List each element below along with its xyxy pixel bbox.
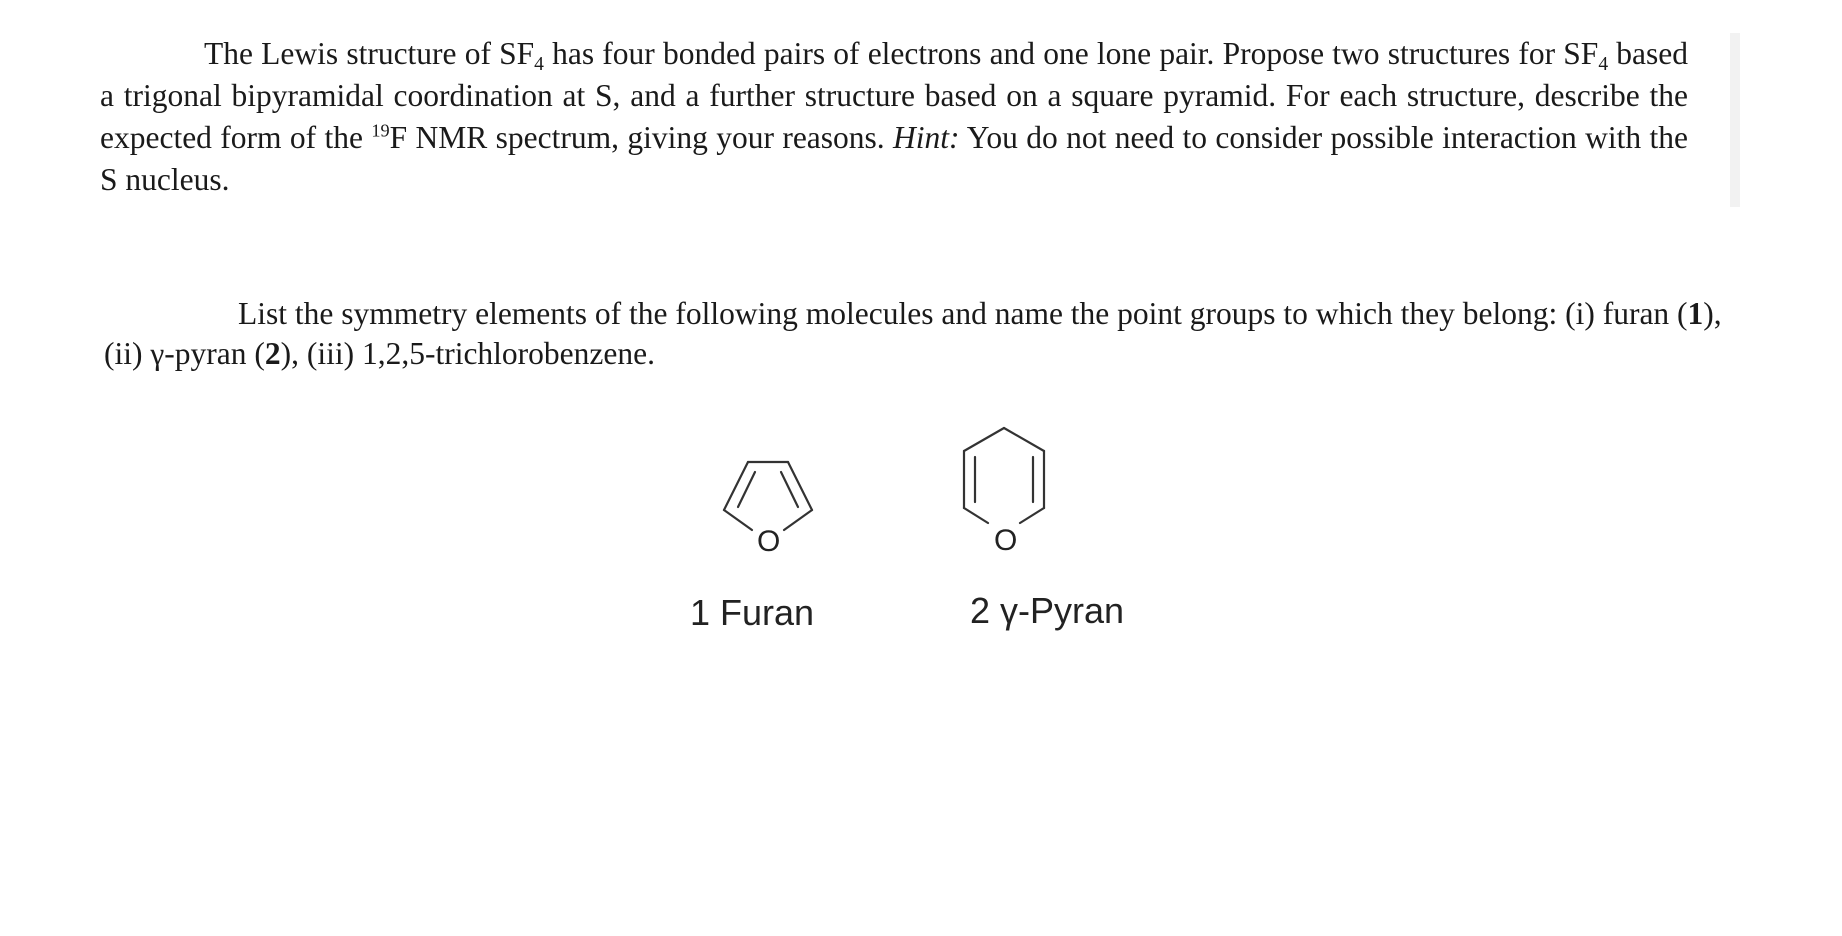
furan-structure — [724, 462, 812, 530]
pyran-caption: 2 γ-Pyran — [970, 590, 1125, 631]
scrollbar[interactable] — [1730, 33, 1740, 207]
pyran-structure — [964, 428, 1044, 523]
q1-superscript-19: 19 — [371, 120, 390, 141]
q2-compound-2: 2 — [264, 336, 281, 371]
q2-text-3: ), (iii) 1,2,5-trichlorobenzene. — [280, 336, 655, 371]
q1-text-4: F NMR spectrum, giving your reasons. — [389, 120, 894, 155]
q1-text-3: based a trigonal bipyramidal coordination at S, and a further structure based on a square pyramid. For each structure, describe the expected form of the — [100, 36, 1688, 155]
q2-text-2: ), (ii) γ-pyran ( — [104, 296, 1722, 371]
q2-compound-1: 1 — [1687, 296, 1704, 331]
question-2-paragraph — [104, 294, 1744, 374]
question-1-paragraph — [100, 33, 1688, 201]
q1-subscript-4b: 4 — [1598, 54, 1609, 76]
q1-text-1: The Lewis structure of SF — [204, 36, 535, 71]
furan-oxygen-atom: O — [757, 525, 781, 558]
molecule-figure — [680, 420, 1200, 650]
q1-subscript-4: 4 — [534, 54, 544, 76]
furan-caption: 1 Furan — [690, 592, 815, 633]
q1-hint-label: Hint: — [893, 120, 960, 155]
q2-text-1: List the symmetry elements of the following molecules and name the point groups to which they belong: (i) furan ( — [238, 296, 1688, 331]
q1-text-2: has four bonded pairs of electrons and one lone pair. Propose two structures for SF — [543, 36, 1599, 71]
pyran-oxygen-atom: O — [994, 524, 1018, 557]
q1-text-5: You do not need to consider possible interaction with the S nucleus. — [100, 120, 1688, 197]
